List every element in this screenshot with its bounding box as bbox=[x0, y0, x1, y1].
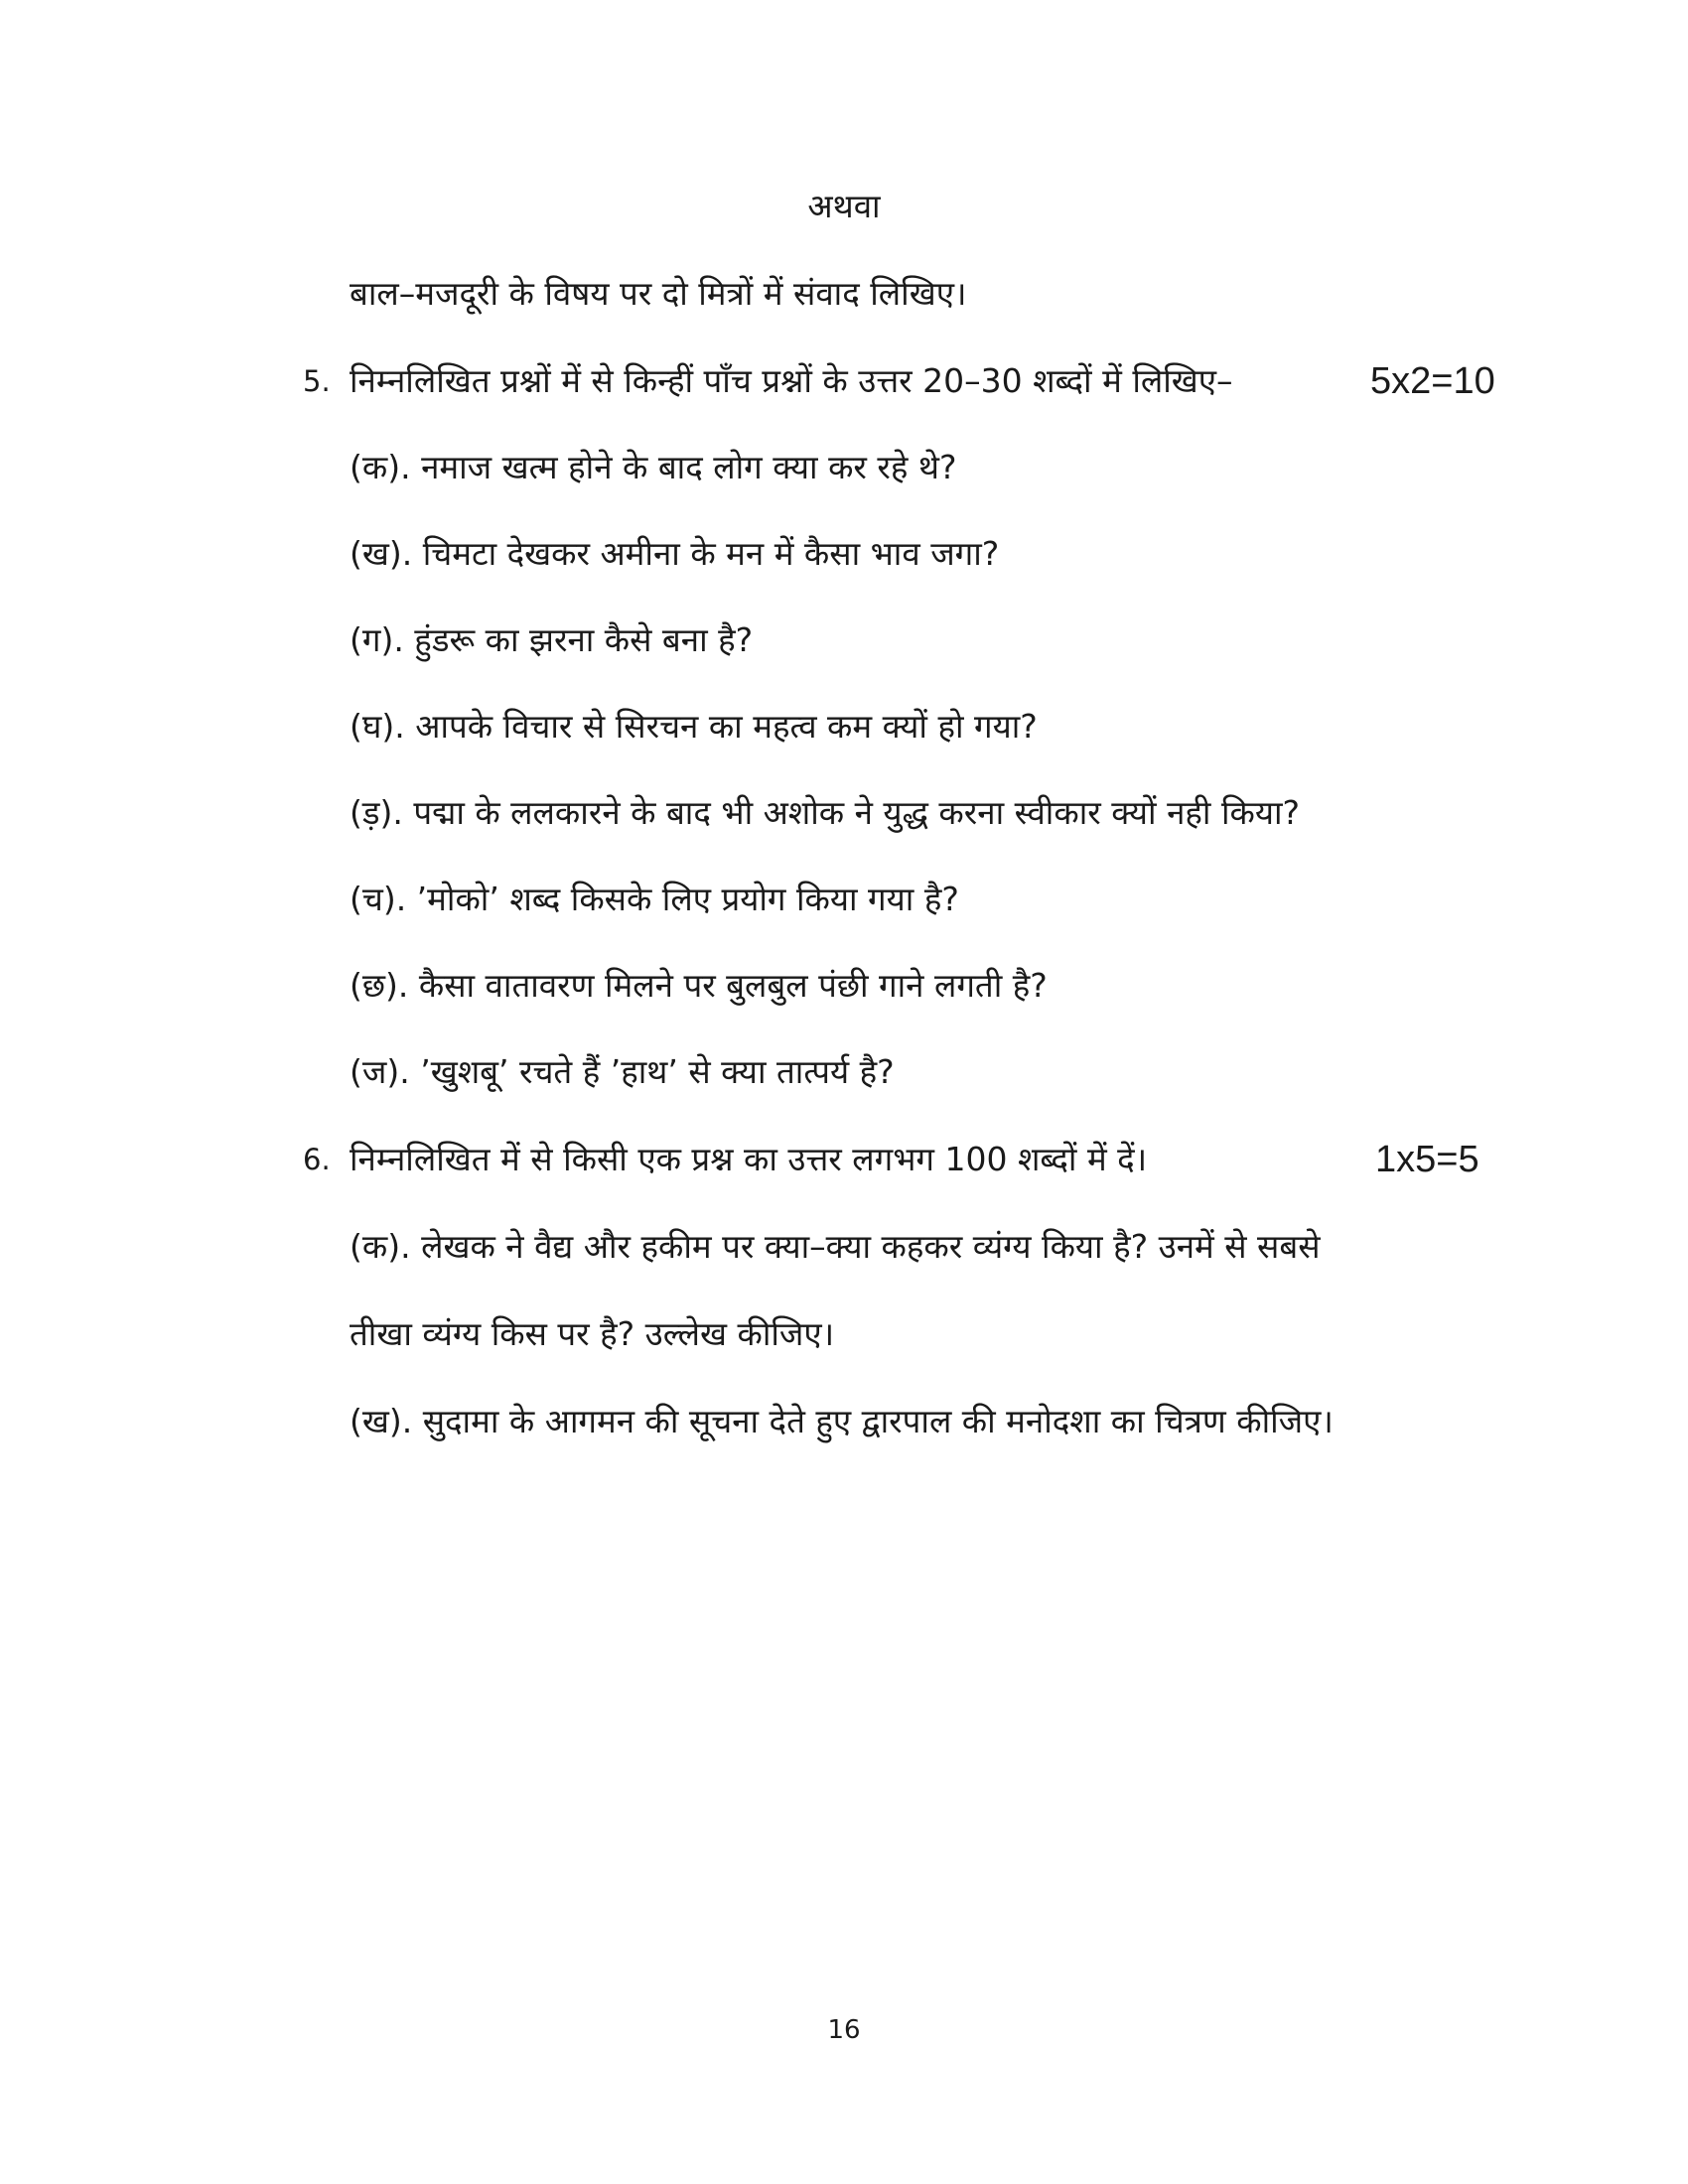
question-6-number: 6. bbox=[303, 1143, 331, 1176]
question-6-item-kha: (ख). सुदामा के आगमन की सूचना देते हुए द्वारपाल की मनोदशा का चित्रण कीजिए। bbox=[350, 1402, 1334, 1440]
question-5-number: 5. bbox=[303, 364, 331, 398]
question-6-item-ka-line1: (क). लेखक ने वैद्य और हकीम पर क्या–क्या कहकर व्यंग्य किया है? उनमें से सबसे bbox=[350, 1227, 1321, 1266]
question-5-item-ka: (क). नमाज खत्म होने के बाद लोग क्या कर रहे थे? bbox=[350, 448, 957, 486]
question-6-marks: 1x5=5 bbox=[1375, 1139, 1479, 1180]
question-5-item-cha: (च). ’मोको’ शब्द किसके लिए प्रयोग किया गया है? bbox=[350, 880, 959, 918]
question-5-item-da: (ड़). पद्मा के ललकारने के बाद भी अशोक ने युद्ध करना स्वीकार क्यों नही किया? bbox=[350, 793, 1301, 832]
question-6-item-ka-line2: तीखा व्यंग्य किस पर है? उल्लेख कीजिए। bbox=[350, 1314, 835, 1353]
question-5-marks: 5x2=10 bbox=[1370, 360, 1495, 402]
alternative-prompt: बाल–मजदूरी के विषय पर दो मित्रों में संवाद लिखिए। bbox=[350, 274, 967, 313]
question-5-item-ga: (ग). हुंडरू का झरना कैसे बना है? bbox=[350, 620, 754, 659]
page-number: 16 bbox=[827, 2015, 861, 2045]
question-5-item-gha: (घ). आपके विचार से सिरचन का महत्व कम क्यों हो गया? bbox=[350, 707, 1038, 746]
question-5-text: निम्नलिखित प्रश्नों में से किन्हीं पाँच प्रश्नों के उत्तर 20–30 शब्दों में लिखिए– bbox=[350, 361, 1233, 400]
question-5-item-kha: (ख). चिमटा देखकर अमीना के मन में कैसा भाव जगा? bbox=[350, 534, 1000, 573]
or-heading: अथवा bbox=[807, 187, 881, 225]
question-6-text: निम्नलिखित में से किसी एक प्रश्न का उत्तर लगभग 100 शब्दों में दें। bbox=[350, 1140, 1148, 1178]
question-5-item-ja: (ज). ’खुशबू’ रचते हैं ’हाथ’ से क्या तात्पर्य है? bbox=[350, 1052, 895, 1091]
question-5-item-chha: (छ). कैसा वातावरण मिलने पर बुलबुल पंछी गाने लगती है? bbox=[350, 966, 1048, 1005]
